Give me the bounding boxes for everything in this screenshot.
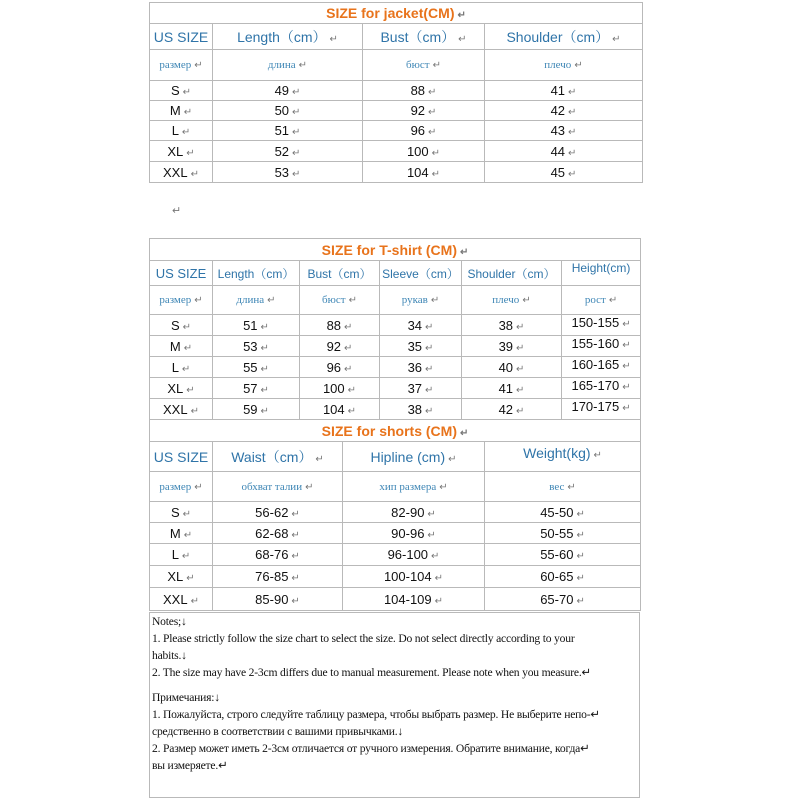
shorts-cell: 104-109 ↵ bbox=[343, 588, 485, 611]
shorts-header-weight: Weight(kg) ↵ bbox=[485, 442, 641, 472]
jacket-cell: 104 ↵ bbox=[363, 162, 485, 183]
tshirt-cell: 53 ↵ bbox=[213, 336, 300, 357]
tshirt-ru-header-height: рост ↵ bbox=[562, 286, 641, 315]
tshirt-cell: 36 ↵ bbox=[380, 357, 462, 378]
shorts-cell: 76-85 ↵ bbox=[213, 566, 343, 588]
jacket-cell: 43 ↵ bbox=[485, 121, 643, 141]
jacket-cell: 53 ↵ bbox=[213, 162, 363, 183]
shorts-cell: 55-60 ↵ bbox=[485, 544, 641, 566]
shorts-ru-header-weight: вес ↵ bbox=[485, 472, 641, 502]
shorts-cell: 62-68 ↵ bbox=[213, 523, 343, 544]
jacket-cell: 41 ↵ bbox=[485, 81, 643, 101]
paragraph-mark: ↵ bbox=[172, 205, 182, 217]
notes-ru-item-2: 2. Размер может иметь 2-3см отличается от ручного измерения. Обратите внимание, когда↵ bbox=[152, 742, 590, 755]
tshirt-cell: 57 ↵ bbox=[213, 378, 300, 399]
notes-ru-item-1: 1. Пожалуйста, строго следуйте таблицу размера, чтобы выбрать размер. Не выберите непо-↵ bbox=[152, 708, 600, 721]
shorts-cell: 65-70 ↵ bbox=[485, 588, 641, 611]
jacket-cell: 50 ↵ bbox=[213, 101, 363, 121]
shorts-rows bbox=[150, 502, 641, 611]
shorts-cell: 45-50 ↵ bbox=[485, 502, 641, 523]
jacket-cell: M ↵ bbox=[150, 101, 213, 121]
table-row bbox=[150, 315, 641, 336]
jacket-ru-header-shoulder: плечо ↵ bbox=[485, 50, 643, 81]
jacket-cell: S ↵ bbox=[150, 81, 213, 101]
shorts-cell: L ↵ bbox=[150, 544, 213, 566]
tshirt-cell: XXL ↵ bbox=[150, 399, 213, 420]
tshirt-cell: 55 ↵ bbox=[213, 357, 300, 378]
notes-en-item-1-cont: habits.↓ bbox=[152, 649, 187, 662]
tshirt-cell: 88 ↵ bbox=[300, 315, 380, 336]
tshirt-cell: 34 ↵ bbox=[380, 315, 462, 336]
shorts-ru-header-size: размер ↵ bbox=[150, 472, 213, 502]
tshirt-cell: 38 ↵ bbox=[380, 399, 462, 420]
shorts-cell: S ↵ bbox=[150, 502, 213, 523]
jacket-cell: 45 ↵ bbox=[485, 162, 643, 183]
tshirt-cell: 41 ↵ bbox=[462, 378, 562, 399]
shorts-ru-header-waist: обхват талии ↵ bbox=[213, 472, 343, 502]
tshirt-cell: S ↵ bbox=[150, 315, 213, 336]
tshirt-ru-header-size: размер ↵ bbox=[150, 286, 213, 315]
jacket-cell: XXL ↵ bbox=[150, 162, 213, 183]
shorts-size-table bbox=[149, 419, 641, 611]
tshirt-cell: 165-170 ↵ bbox=[562, 378, 641, 399]
tshirt-cell: 59 ↵ bbox=[213, 399, 300, 420]
table-row bbox=[150, 566, 641, 588]
shorts-ru-header-hipline: хип размера ↵ bbox=[343, 472, 485, 502]
tshirt-header-us-size: US SIZE bbox=[150, 261, 213, 286]
jacket-ru-header-size: размер ↵ bbox=[150, 50, 213, 81]
shorts-cell: 100-104 ↵ bbox=[343, 566, 485, 588]
tshirt-table-title: SIZE for T-shirt (CM) ↵ bbox=[150, 239, 641, 261]
shorts-header-waist: Waist（cm） ↵ bbox=[213, 442, 343, 472]
jacket-table-title: SIZE for jacket(CM) ↵ bbox=[150, 3, 643, 24]
tshirt-ru-header-bust: бюст ↵ bbox=[300, 286, 380, 315]
table-row bbox=[150, 502, 641, 523]
tshirt-ru-header-shoulder: плечо ↵ bbox=[462, 286, 562, 315]
jacket-cell: 42 ↵ bbox=[485, 101, 643, 121]
notes-en-item-1: 1. Please strictly follow the size chart to select the size. Do not select directly according to your bbox=[152, 632, 575, 645]
jacket-cell: 49 ↵ bbox=[213, 81, 363, 101]
table-row bbox=[150, 357, 641, 378]
shorts-cell: 60-65 ↵ bbox=[485, 566, 641, 588]
shorts-cell: 50-55 ↵ bbox=[485, 523, 641, 544]
tshirt-cell: 37 ↵ bbox=[380, 378, 462, 399]
table-row bbox=[150, 399, 641, 420]
jacket-rows bbox=[150, 81, 643, 183]
jacket-cell: 96 ↵ bbox=[363, 121, 485, 141]
tshirt-size-table bbox=[149, 238, 641, 420]
shorts-table-title: SIZE for shorts (CM) ↵ bbox=[150, 420, 641, 442]
tshirt-cell: 51 ↵ bbox=[213, 315, 300, 336]
notes-ru-item-2-cont: вы измеряете.↵ bbox=[152, 759, 228, 772]
jacket-header-us-size: US SIZE bbox=[150, 24, 213, 50]
tshirt-ru-header-sleeve: рукав ↵ bbox=[380, 286, 462, 315]
tshirt-header-length: Length（cm） bbox=[213, 261, 300, 286]
shorts-cell: 68-76 ↵ bbox=[213, 544, 343, 566]
tshirt-header-bust: Bust（cm） bbox=[300, 261, 380, 286]
table-row bbox=[150, 101, 643, 121]
tshirt-rows bbox=[150, 315, 641, 420]
jacket-cell: 44 ↵ bbox=[485, 141, 643, 162]
tshirt-cell: 100 ↵ bbox=[300, 378, 380, 399]
jacket-cell: L ↵ bbox=[150, 121, 213, 141]
shorts-header-hipline: Hipline (cm) ↵ bbox=[343, 442, 485, 472]
jacket-cell: 92 ↵ bbox=[363, 101, 485, 121]
jacket-size-table bbox=[149, 2, 643, 183]
shorts-cell: 96-100 ↵ bbox=[343, 544, 485, 566]
tshirt-cell: 104 ↵ bbox=[300, 399, 380, 420]
tshirt-cell: 92 ↵ bbox=[300, 336, 380, 357]
jacket-ru-header-bust: бюст ↵ bbox=[363, 50, 485, 81]
notes-en-item-2: 2. The size may have 2-3cm differs due to manual measurement. Please note when you measure.↵ bbox=[152, 666, 592, 679]
notes-en-title: Notes;↓ bbox=[152, 615, 187, 628]
shorts-cell: M ↵ bbox=[150, 523, 213, 544]
shorts-cell: XL ↵ bbox=[150, 566, 213, 588]
tshirt-cell: L ↵ bbox=[150, 357, 213, 378]
tshirt-cell: 35 ↵ bbox=[380, 336, 462, 357]
table-row bbox=[150, 336, 641, 357]
shorts-cell: XXL ↵ bbox=[150, 588, 213, 611]
tshirt-cell: 42 ↵ bbox=[462, 399, 562, 420]
notes-ru-item-1-cont: средственно в соответствии с вашими привычками.↓ bbox=[152, 725, 404, 738]
jacket-cell: XL ↵ bbox=[150, 141, 213, 162]
table-row bbox=[150, 121, 643, 141]
jacket-header-bust: Bust（cm） ↵ bbox=[363, 24, 485, 50]
shorts-cell: 85-90 ↵ bbox=[213, 588, 343, 611]
table-row bbox=[150, 544, 641, 566]
jacket-cell: 52 ↵ bbox=[213, 141, 363, 162]
tshirt-cell: 40 ↵ bbox=[462, 357, 562, 378]
tshirt-cell: XL ↵ bbox=[150, 378, 213, 399]
jacket-cell: 100 ↵ bbox=[363, 141, 485, 162]
notes-section bbox=[149, 612, 640, 798]
shorts-cell: 82-90 ↵ bbox=[343, 502, 485, 523]
tshirt-cell: 96 ↵ bbox=[300, 357, 380, 378]
tshirt-cell: 150-155 ↵ bbox=[562, 315, 641, 336]
tshirt-cell: 155-160 ↵ bbox=[562, 336, 641, 357]
tshirt-header-shoulder: Shoulder（cm） bbox=[462, 261, 562, 286]
jacket-cell: 51 ↵ bbox=[213, 121, 363, 141]
tshirt-cell: M ↵ bbox=[150, 336, 213, 357]
tshirt-header-sleeve: Sleeve（cm） bbox=[380, 261, 462, 286]
jacket-header-length: Length（cm） ↵ bbox=[213, 24, 363, 50]
table-row bbox=[150, 523, 641, 544]
shorts-cell: 56-62 ↵ bbox=[213, 502, 343, 523]
jacket-header-shoulder: Shoulder（cm） ↵ bbox=[485, 24, 643, 50]
shorts-header-us-size: US SIZE bbox=[150, 442, 213, 472]
table-row bbox=[150, 162, 643, 183]
table-row bbox=[150, 81, 643, 101]
notes-ru-title: Примечания:↓ bbox=[152, 691, 220, 704]
tshirt-ru-header-length: длина ↵ bbox=[213, 286, 300, 315]
jacket-ru-header-length: длина ↵ bbox=[213, 50, 363, 81]
table-row bbox=[150, 378, 641, 399]
shorts-cell: 90-96 ↵ bbox=[343, 523, 485, 544]
tshirt-header-height: Height(cm) bbox=[562, 261, 641, 286]
jacket-cell: 88 ↵ bbox=[363, 81, 485, 101]
tshirt-cell: 170-175 ↵ bbox=[562, 399, 641, 420]
table-row bbox=[150, 141, 643, 162]
tshirt-cell: 38 ↵ bbox=[462, 315, 562, 336]
table-row bbox=[150, 588, 641, 611]
tshirt-cell: 160-165 ↵ bbox=[562, 357, 641, 378]
tshirt-cell: 39 ↵ bbox=[462, 336, 562, 357]
